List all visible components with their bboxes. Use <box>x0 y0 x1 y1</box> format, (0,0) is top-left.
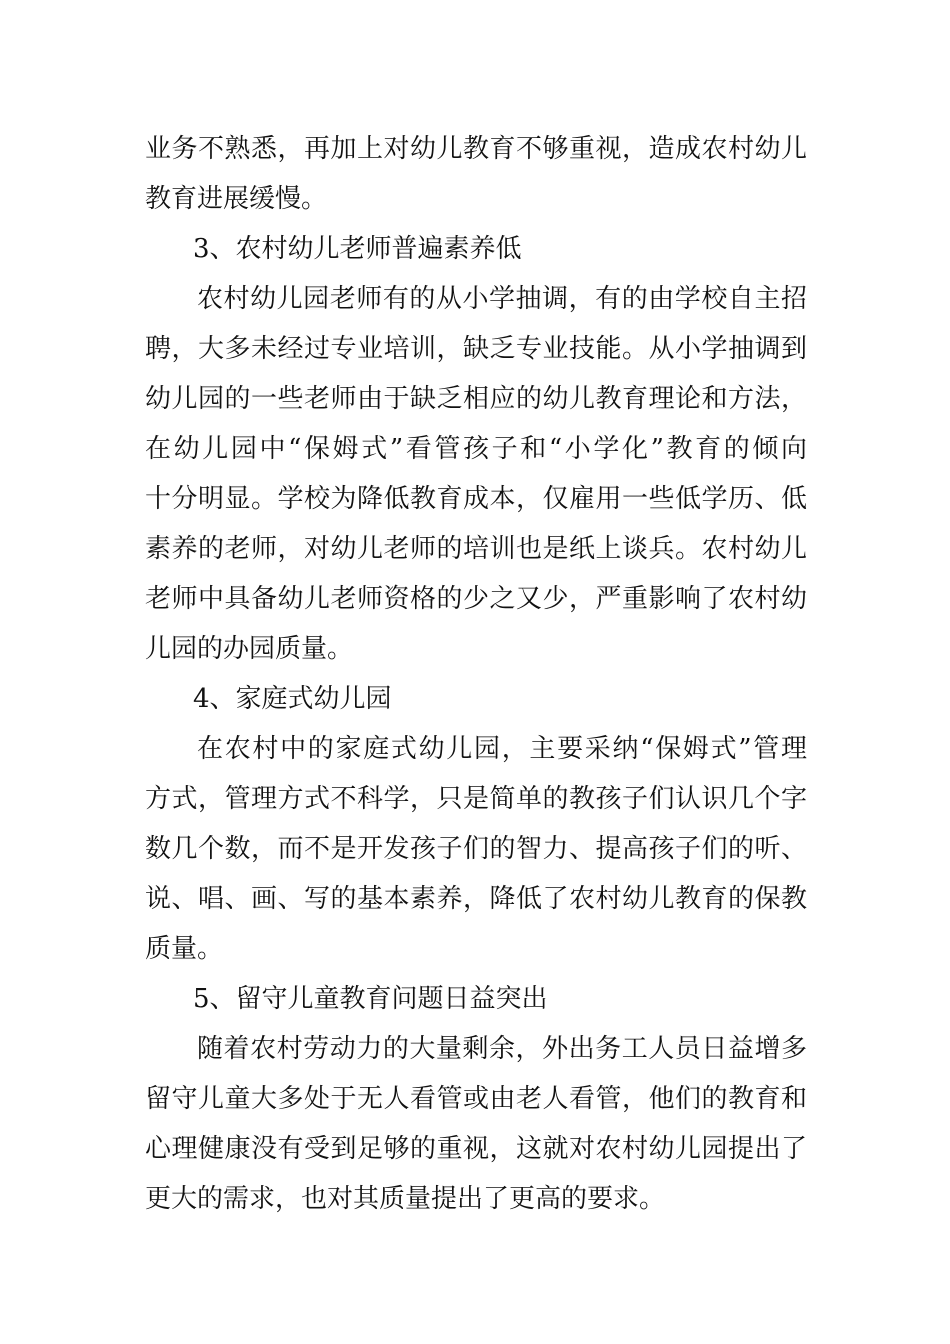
text-line-10: 老师中具备幼儿老师资格的少之又少，严重影响了农村幼 <box>145 584 807 614</box>
text-line-22: 更大的需求，也对其质量提出了更高的要求。 <box>145 1184 666 1214</box>
text-line-9: 素养的老师，对幼儿老师的培训也是纸上谈兵。农村幼儿 <box>145 534 807 564</box>
text-line-2: 教育进展缓慢。 <box>145 184 328 214</box>
text-line-15: 数几个数，而不是开发孩子们的智力、提高孩子们的听、 <box>145 834 807 864</box>
text-line-6: 幼儿园的一些老师由于缺乏相应的幼儿教育理论和方法， <box>145 384 807 414</box>
text-line-4: 农村幼儿园老师有的从小学抽调，有的由学校自主招 <box>197 284 807 314</box>
text-line-16: 说、唱、画、写的基本素养，降低了农村幼儿教育的保教 <box>145 884 807 914</box>
section-heading-5: 5、留守儿童教育问题日益突出 <box>193 984 548 1014</box>
text-line-1: 业务不熟悉，再加上对幼儿教育不够重视，造成农村幼儿 <box>145 134 807 164</box>
text-line-17: 质量。 <box>145 934 224 964</box>
text-line-21: 心理健康没有受到足够的重视，这就对农村幼儿园提出了 <box>145 1134 807 1164</box>
text-line-5: 聘，大多未经过专业培训，缺乏专业技能。从小学抽调到 <box>145 334 807 364</box>
text-line-20: 留守儿童大多处于无人看管或由老人看管，他们的教育和 <box>145 1084 807 1114</box>
section-heading-4: 4、家庭式幼儿园 <box>193 684 392 714</box>
text-line-7: 在幼儿园中“保姆式”看管孩子和“小学化”教育的倾向 <box>145 434 807 464</box>
section-heading-3: 3、农村幼儿老师普遍素养低 <box>193 234 522 264</box>
text-line-19: 随着农村劳动力的大量剩余，外出务工人员日益增多 <box>197 1034 807 1064</box>
text-line-13: 在农村中的家庭式幼儿园，主要采纳“保姆式”管理 <box>197 734 807 764</box>
text-line-11: 儿园的办园质量。 <box>145 634 354 664</box>
text-line-14: 方式，管理方式不科学，只是简单的教孩子们认识几个字 <box>145 784 807 814</box>
text-line-8: 十分明显。学校为降低教育成本，仅雇用一些低学历、低 <box>145 484 807 514</box>
